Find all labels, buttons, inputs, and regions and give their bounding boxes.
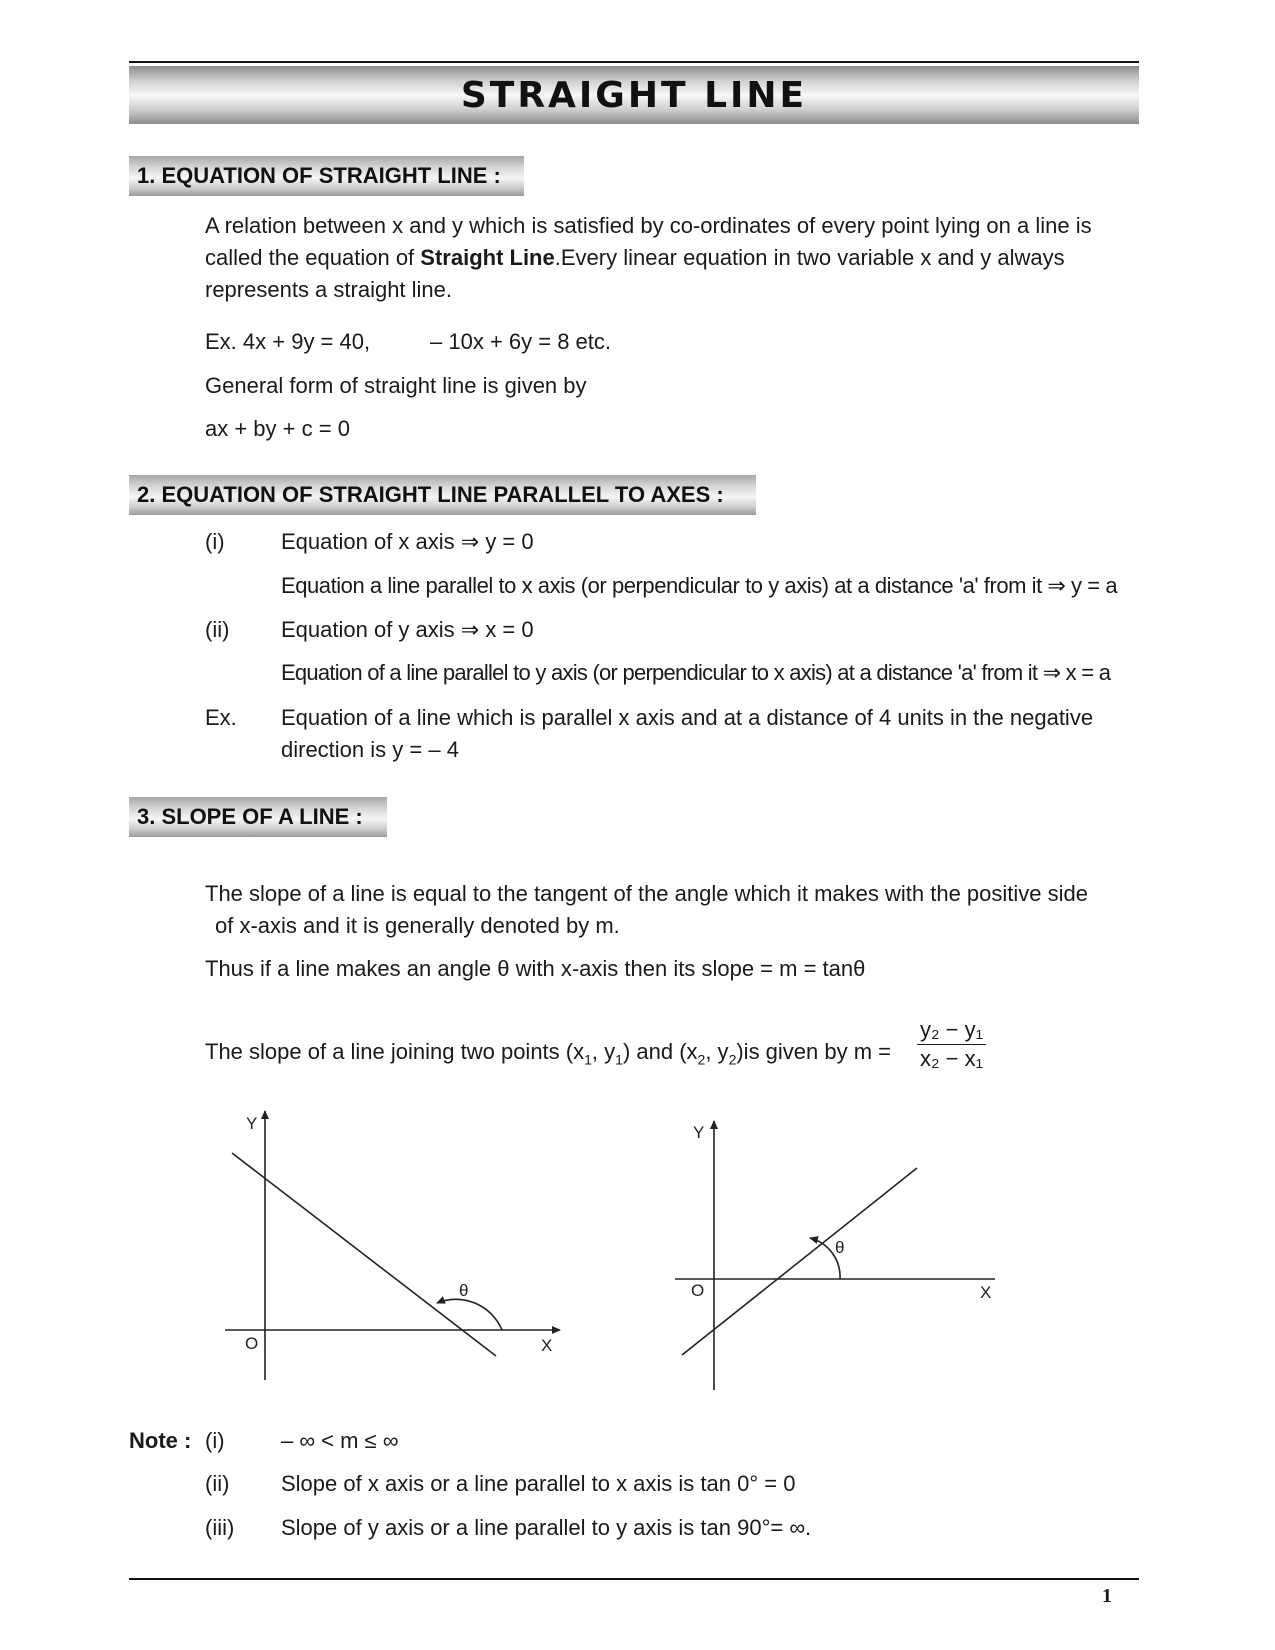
fig1-origin-label: O [245, 1334, 259, 1353]
s1-general-intro: General form of straight line is given by [205, 373, 587, 398]
s3-para-line2: of x-axis and it is generally denoted by m. [215, 913, 620, 938]
s1-example-b: – 10x + 6y = 8 etc. [430, 329, 612, 354]
top-rule [129, 61, 1139, 63]
figure-negative-slope [215, 1105, 570, 1390]
note-1-text: – ∞ < m ≤ ∞ [281, 1428, 399, 1453]
slope-text-part1: The slope of a line joining two points (x [205, 1039, 585, 1064]
slope-fraction [917, 1018, 986, 1071]
page-title: STRAIGHT LINE [460, 74, 808, 116]
s1-para-line2-post: .Every linear equation in two variable x and y always [554, 245, 1065, 270]
s2-item1-label: (i) [205, 529, 225, 554]
fig2-y-label: Y [693, 1123, 705, 1142]
s2-item2-sub: Equation of a line parallel to y axis (or perpendicular to x axis) at a distance 'a' from it ⇒ x = a [281, 660, 1111, 685]
fig1-theta-label: θ [459, 1281, 469, 1300]
s1-bold-term: Straight Line [420, 245, 555, 270]
slope-text-part3: ) and (x [622, 1039, 698, 1064]
fig2-theta-label: θ [835, 1238, 845, 1257]
s2-ex-label: Ex. [205, 705, 237, 730]
slope-text-part5: )is given by m = [736, 1039, 892, 1064]
fig2-line [682, 1168, 917, 1355]
slope-sub-2a: 2 [697, 1051, 706, 1068]
note-2-text: Slope of x axis or a line parallel to x axis is tan 0° = 0 [281, 1471, 796, 1496]
title-banner [129, 66, 1139, 124]
section-heading-3: 3. SLOPE OF A LINE : [129, 797, 387, 837]
note-3-text: Slope of y axis or a line parallel to y axis is tan 90°= ∞. [281, 1515, 812, 1540]
s2-item2-text: Equation of y axis ⇒ x = 0 [281, 617, 534, 642]
fig1-angle-arc [437, 1299, 502, 1330]
note-label: Note : [129, 1428, 192, 1453]
fig2-x-label: X [980, 1283, 992, 1302]
note-2-label: (ii) [205, 1471, 230, 1496]
s1-para-line2 [205, 242, 1065, 274]
slope-text-part2: , y [591, 1039, 616, 1064]
bottom-rule [129, 1578, 1139, 1580]
s2-item1-sub: Equation a line parallel to x axis (or perpendicular to y axis) at a distance 'a' from it ⇒ y = a [281, 573, 1118, 598]
s3-thus-line: Thus if a line makes an angle θ with x-axis then its slope = m = tanθ [205, 956, 866, 981]
slope-fraction-denominator: x₂ − x₁ [920, 1046, 984, 1071]
s3-para-line1: The slope of a line is equal to the tangent of the angle which it makes with the positive side [205, 881, 1088, 906]
s1-general-form: ax + by + c = 0 [205, 416, 350, 441]
fig1-y-label: Y [246, 1114, 258, 1133]
s1-para-line1: A relation between x and y which is satisfied by co-ordinates of every point lying on a line is [205, 213, 1092, 238]
s2-ex-line2: direction is y = – 4 [281, 737, 459, 762]
s1-example-a: Ex. 4x + 9y = 40, [205, 329, 371, 354]
slope-fraction-numerator: y₂ − y₁ [917, 1018, 986, 1045]
note-3-label: (iii) [205, 1515, 235, 1540]
slope-sub-1b: 1 [615, 1051, 623, 1068]
s1-para-line2-pre: called the equation of [205, 245, 421, 270]
figure-positive-slope [665, 1105, 1020, 1390]
section-heading-2: 2. EQUATION OF STRAIGHT LINE PARALLEL TO AXES : [129, 475, 756, 515]
s1-para-line3: represents a straight line. [205, 277, 453, 302]
section-heading-1: 1. EQUATION OF STRAIGHT LINE : [129, 156, 524, 196]
s2-item2-label: (ii) [205, 617, 230, 642]
slope-sub-2b: 2 [728, 1051, 737, 1068]
fig1-line [232, 1153, 496, 1356]
page-number: 1 [1102, 1585, 1112, 1607]
s2-ex-line1: Equation of a line which is parallel x axis and at a distance of 4 units in the negative [281, 705, 1094, 730]
slope-sub-1a: 1 [584, 1051, 592, 1068]
fig2-origin-label: O [691, 1281, 705, 1300]
s3-slope-formula-text [205, 1036, 891, 1075]
fig1-x-label: X [541, 1336, 553, 1355]
slope-text-part4: , y [705, 1039, 729, 1064]
s2-item1-text: Equation of x axis ⇒ y = 0 [281, 529, 534, 554]
note-1-label: (i) [205, 1428, 225, 1453]
